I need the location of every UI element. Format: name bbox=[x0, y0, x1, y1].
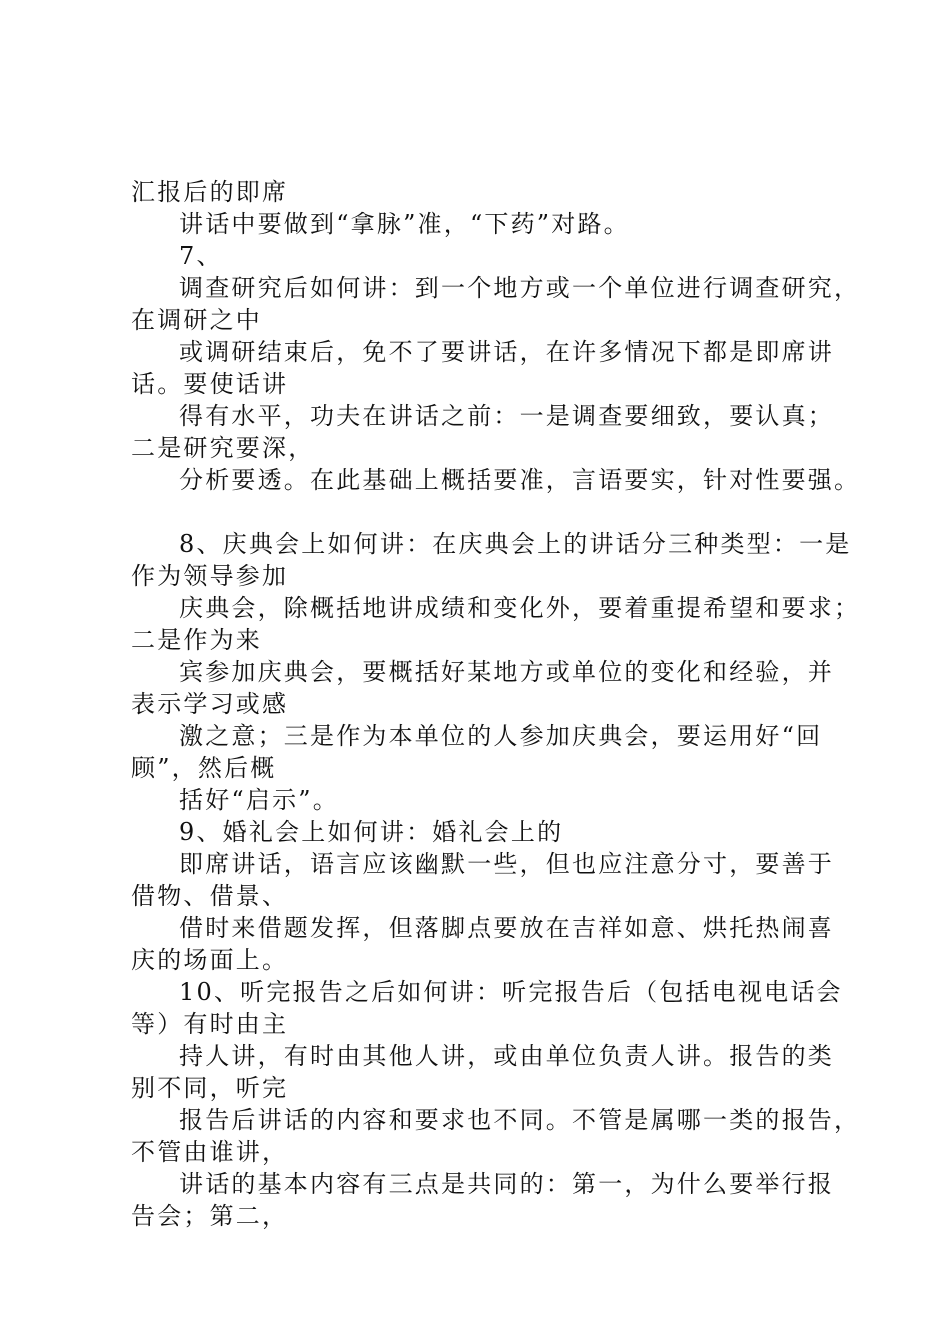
text-line: 庆的场面上。 bbox=[131, 946, 289, 974]
text-line: 不管由谁讲， bbox=[131, 1138, 289, 1166]
text-line: 别不同，听完 bbox=[131, 1074, 289, 1102]
text-line: 分析要透。在此基础上概括要准，言语要实，针对性要强。 bbox=[179, 466, 861, 494]
text-line: 借时来借题发挥，但落脚点要放在吉祥如意、烘托热闹喜 bbox=[179, 914, 834, 942]
document-body bbox=[131, 176, 861, 1232]
text-line: 括好“启示”。 bbox=[179, 786, 339, 814]
text-line: 二是研究要深， bbox=[131, 434, 315, 462]
text-line: 庆典会，除概括地讲成绩和变化外，要着重提希望和要求； bbox=[179, 594, 861, 622]
paragraph-gap bbox=[131, 496, 851, 528]
text-line: 7、 bbox=[179, 242, 223, 270]
text-line: 汇报后的即席 bbox=[131, 178, 289, 206]
text-line: 作为领导参加 bbox=[131, 562, 289, 590]
text-line: 话。要使话讲 bbox=[131, 370, 289, 398]
text-line: 告会；第二， bbox=[131, 1202, 289, 1230]
text-line: 调查研究后如何讲：到一个地方或一个单位进行调查研究， bbox=[179, 274, 861, 302]
text-line: 讲话中要做到“拿脉”准，“下药”对路。 bbox=[179, 210, 630, 238]
text-line: 宾参加庆典会，要概括好某地方或单位的变化和经验，并 bbox=[179, 658, 834, 686]
text-line: 持人讲，有时由其他人讲，或由单位负责人讲。报告的类 bbox=[179, 1042, 834, 1070]
text-line: 顾”，然后概 bbox=[131, 754, 277, 782]
text-line: 借物、借景、 bbox=[131, 882, 289, 910]
text-line: 等）有时由主 bbox=[131, 1010, 289, 1038]
text-line: 表示学习或感 bbox=[131, 690, 289, 718]
text-line: 即席讲话，语言应该幽默一些，但也应注意分寸，要善于 bbox=[179, 850, 834, 878]
text-line: 得有水平，功夫在讲话之前：一是调查要细致，要认真； bbox=[179, 402, 834, 430]
text-line: 报告后讲话的内容和要求也不同。不管是属哪一类的报告， bbox=[179, 1106, 861, 1134]
text-line: 二是作为来 bbox=[131, 626, 262, 654]
text-line: 讲话的基本内容有三点是共同的：第一，为什么要举行报 bbox=[179, 1170, 834, 1198]
text-line: 或调研结束后，免不了要讲话，在许多情况下都是即席讲 bbox=[179, 338, 834, 366]
text-line: 8、庆典会上如何讲：在庆典会上的讲话分三种类型：一是 bbox=[179, 530, 852, 558]
text-line: 在调研之中 bbox=[131, 306, 262, 334]
text-line: 9、婚礼会上如何讲：婚礼会上的 bbox=[179, 818, 564, 846]
text-line: 激之意；三是作为本单位的人参加庆典会，要运用好“回 bbox=[179, 722, 823, 750]
text-line: 10、听完报告之后如何讲：听完报告后（包括电视电话会 bbox=[179, 978, 843, 1006]
